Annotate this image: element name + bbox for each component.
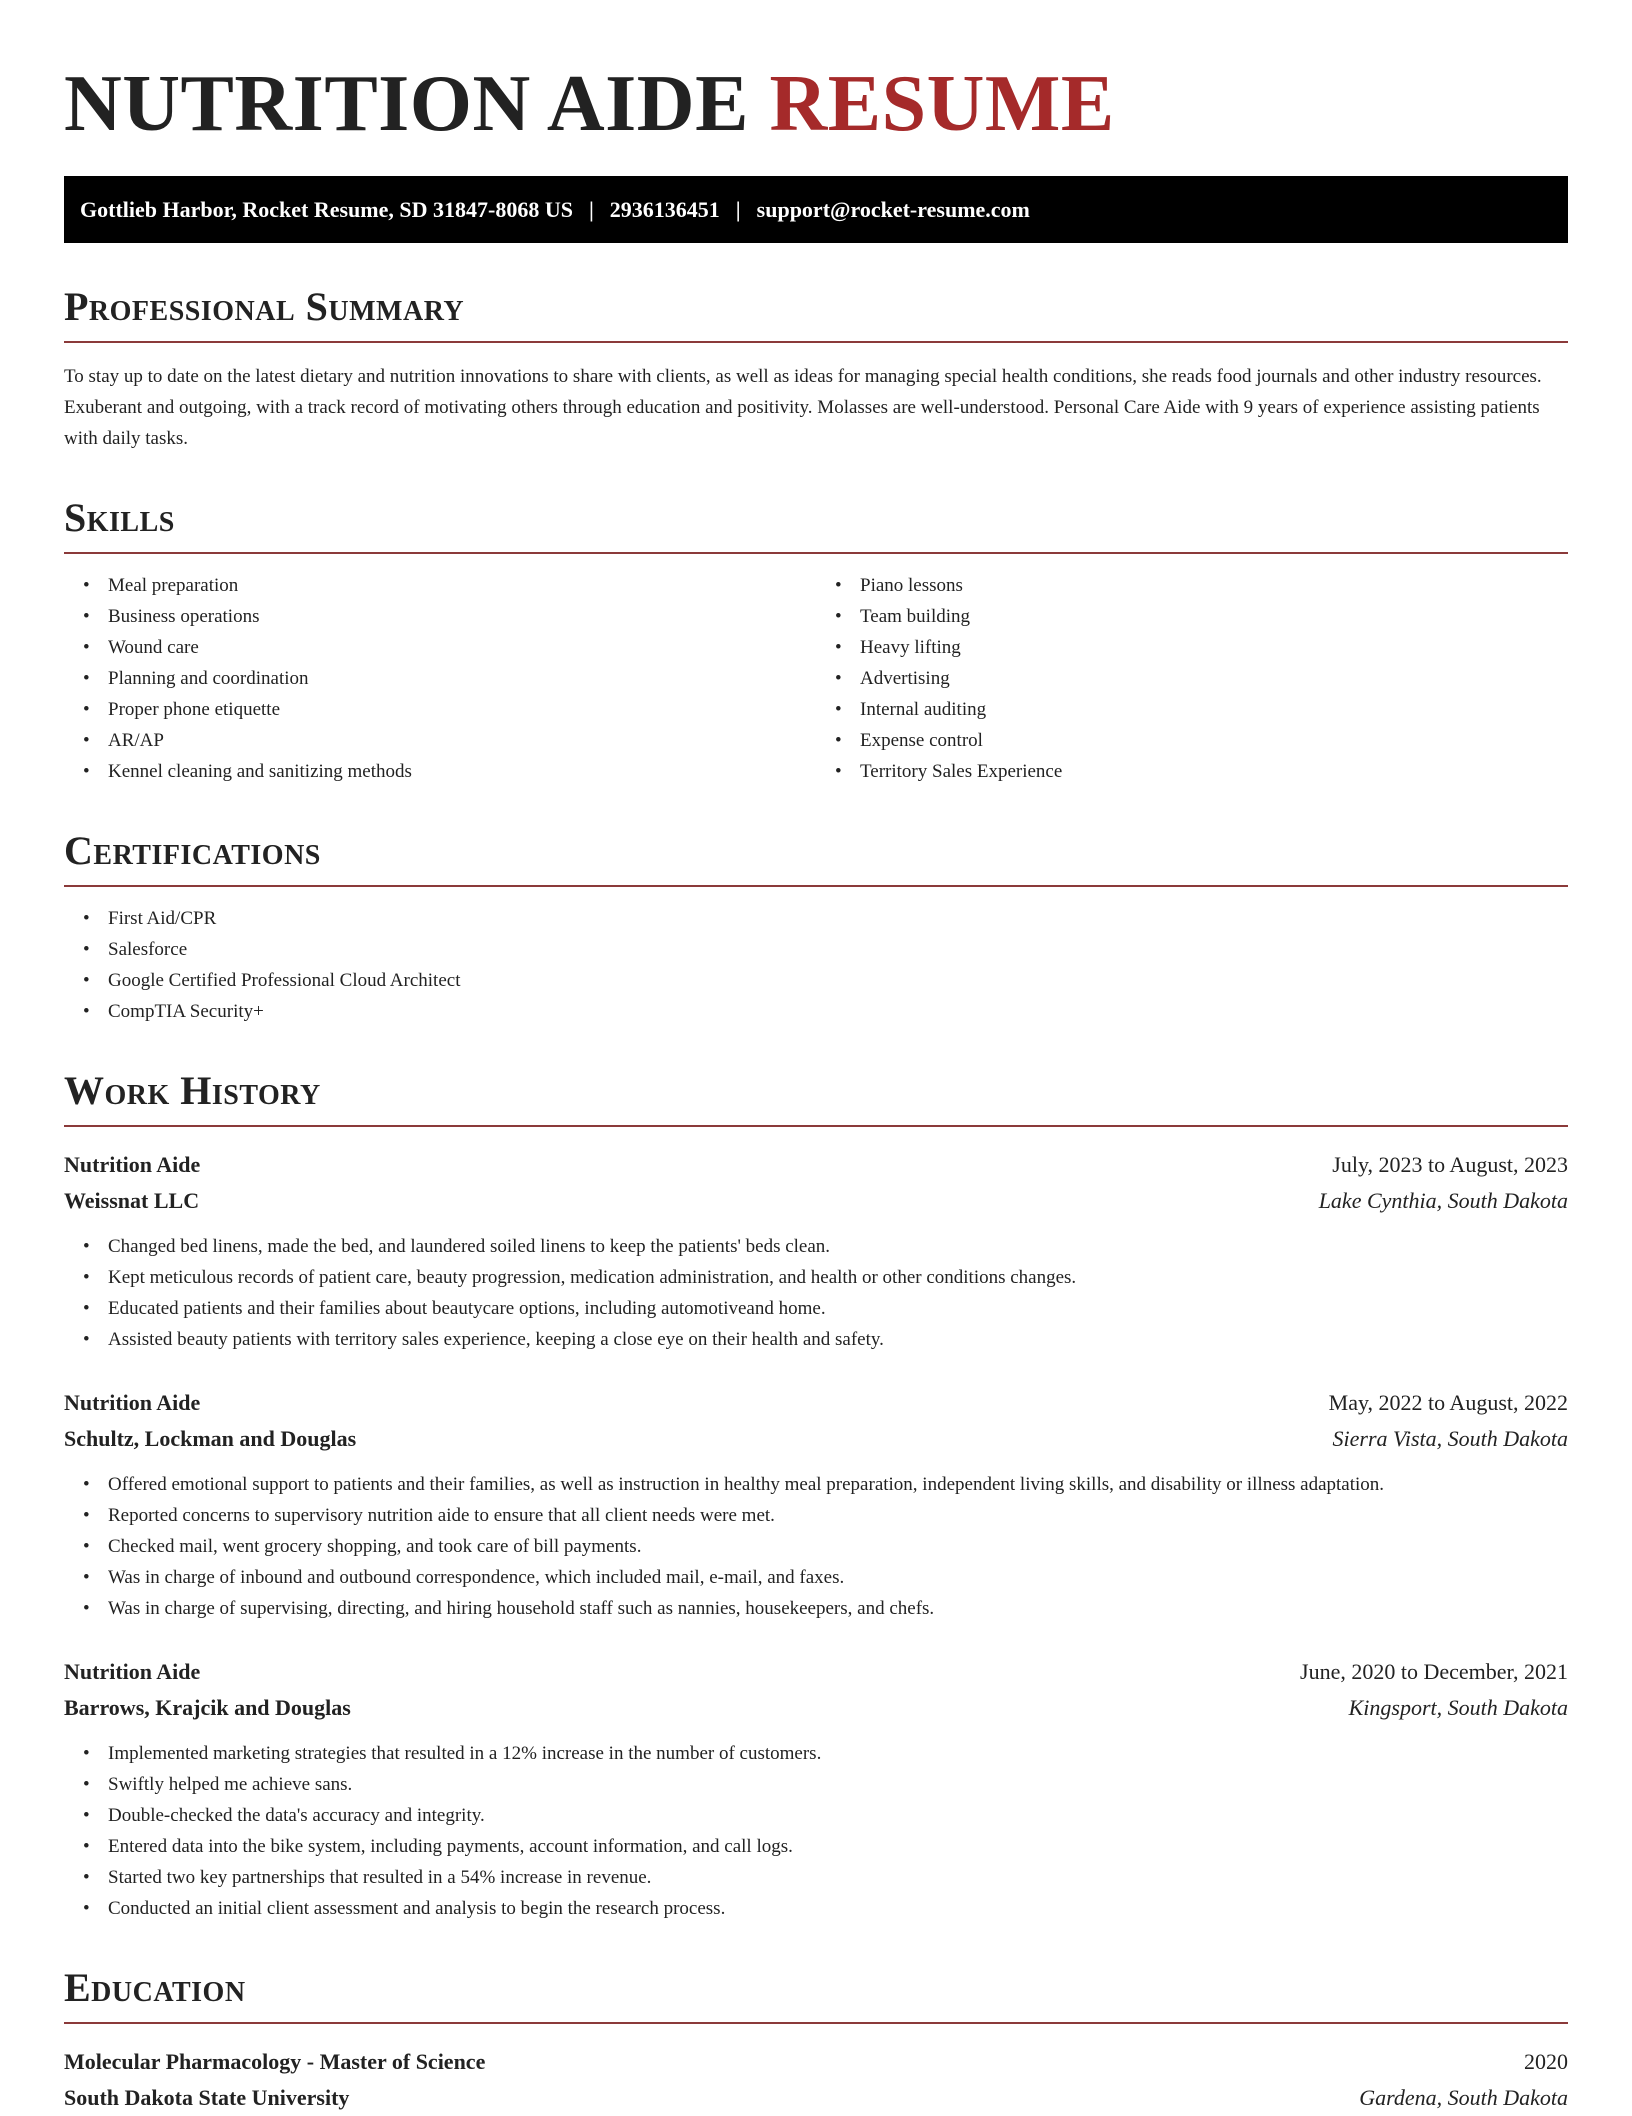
bullet-icon: •	[83, 1236, 90, 1257]
bullet-icon: •	[83, 1536, 90, 1557]
bullet-icon: •	[83, 1598, 90, 1619]
work-history-section-header	[64, 1067, 1568, 1127]
job-company: Weissnat LLC	[64, 1188, 200, 1213]
list-item	[83, 903, 1568, 934]
list-item	[83, 1531, 1568, 1562]
list-item-text: Piano lessons	[860, 575, 963, 596]
bullet-icon: •	[835, 575, 842, 596]
title-accent: RESUME	[769, 60, 1115, 148]
bullet-icon: •	[83, 761, 90, 782]
contact-phone: 2936136451	[609, 197, 720, 222]
bullet-icon: •	[83, 1867, 90, 1888]
list-item-text: AR/AP	[108, 730, 164, 751]
list-item-text: Was in charge of inbound and outbound correspondence, which included mail, e-mail, and faxes.	[108, 1567, 845, 1588]
list-item	[83, 632, 816, 663]
skills-heading: Skills	[64, 495, 175, 540]
list-item	[83, 1769, 1568, 1800]
job-title-row	[64, 1147, 1568, 1183]
skills-column-left	[64, 554, 816, 787]
list-item-text: Entered data into the bike system, including payments, account information, and call logs.	[108, 1836, 793, 1857]
list-item	[83, 1800, 1568, 1831]
bullet-icon: •	[83, 1836, 90, 1857]
job-company-row	[64, 1183, 1568, 1219]
education-year: 2020	[1524, 2049, 1568, 2074]
contact-email[interactable]: support@rocket-resume.com	[756, 197, 1030, 222]
list-item-text: Offered emotional support to patients and their families, as well as instruction in healthy meal preparation, independent living skills, and disability or illness adaptation.	[108, 1474, 1385, 1495]
bullet-icon: •	[83, 575, 90, 596]
job-entry	[64, 1654, 1568, 1924]
certifications-list	[64, 903, 1568, 1027]
bullet-icon: •	[83, 1474, 90, 1495]
bullet-icon: •	[83, 606, 90, 627]
education-list	[64, 2044, 1568, 2116]
bullet-icon: •	[83, 1001, 90, 1022]
list-item	[83, 1593, 1568, 1624]
bullet-icon: •	[835, 699, 842, 720]
skills-column-right	[816, 554, 1568, 787]
list-item	[83, 1738, 1568, 1769]
education-section-header	[64, 1964, 1568, 2024]
list-item-text: Expense control	[860, 730, 983, 751]
list-item-text: Business operations	[108, 606, 260, 627]
job-company: Schultz, Lockman and Douglas	[64, 1426, 357, 1451]
list-item	[83, 1500, 1568, 1531]
list-item-text: Educated patients and their families about beautycare options, including automotiveand home.	[108, 1298, 826, 1319]
list-item	[835, 663, 1568, 694]
education-location: Gardena, South Dakota	[1359, 2085, 1568, 2110]
list-item-text: Kept meticulous records of patient care, beauty progression, medication administration, and health or other conditions changes.	[108, 1267, 1077, 1288]
bullet-icon: •	[83, 1505, 90, 1526]
bullet-icon: •	[83, 668, 90, 689]
bullet-icon: •	[83, 908, 90, 929]
job-bullet-list	[64, 1738, 1568, 1924]
list-item	[83, 1862, 1568, 1893]
list-item-text: Salesforce	[108, 939, 188, 960]
bullet-icon: •	[835, 730, 842, 751]
skills-grid	[64, 554, 1568, 787]
list-item-text: Implemented marketing strategies that resulted in a 12% increase in the number of customers.	[108, 1743, 822, 1764]
list-item-text: First Aid/CPR	[108, 908, 217, 929]
bullet-icon: •	[83, 939, 90, 960]
job-title: Nutrition Aide	[64, 1390, 201, 1415]
contact-bar	[64, 176, 1568, 243]
contact-separator: |	[588, 197, 594, 222]
job-title-row	[64, 1654, 1568, 1690]
list-item-text: Was in charge of supervising, directing, and hiring household staff such as nannies, housekeepers, and chefs.	[108, 1598, 935, 1619]
education-school: South Dakota State University	[64, 2085, 350, 2110]
list-item	[83, 965, 1568, 996]
list-item-text: Conducted an initial client assessment and analysis to begin the research process.	[108, 1898, 726, 1919]
list-item	[83, 1293, 1568, 1324]
job-title: Nutrition Aide	[64, 1659, 201, 1684]
summary-section-header	[64, 283, 1568, 343]
list-item	[83, 1831, 1568, 1862]
work-history-heading: Work History	[64, 1068, 321, 1113]
job-location: Lake Cynthia, South Dakota	[1318, 1188, 1568, 1213]
list-item	[83, 601, 816, 632]
list-item-text: Wound care	[108, 637, 199, 658]
job-dates: July, 2023 to August, 2023	[1332, 1152, 1568, 1177]
bullet-icon: •	[83, 1774, 90, 1795]
job-entry	[64, 1385, 1568, 1624]
list-item	[835, 694, 1568, 725]
list-item	[83, 756, 816, 787]
bullet-icon: •	[83, 1329, 90, 1350]
list-item-text: Changed bed linens, made the bed, and laundered soiled linens to keep the patients' beds clean.	[108, 1236, 831, 1257]
bullet-icon: •	[83, 730, 90, 751]
job-location: Kingsport, South Dakota	[1348, 1695, 1568, 1720]
work-history-list	[64, 1147, 1568, 1924]
job-company-row	[64, 1690, 1568, 1726]
list-item-text: Double-checked the data's accuracy and integrity.	[108, 1805, 485, 1826]
list-item-text: Advertising	[860, 668, 950, 689]
list-item	[835, 725, 1568, 756]
bullet-icon: •	[83, 1267, 90, 1288]
list-item-text: Proper phone etiquette	[108, 699, 281, 720]
list-item	[83, 1562, 1568, 1593]
education-heading: Education	[64, 1965, 246, 2010]
list-item-text: Team building	[860, 606, 971, 627]
job-location: Sierra Vista, South Dakota	[1332, 1426, 1568, 1451]
list-item-text: Swiftly helped me achieve sans.	[108, 1774, 353, 1795]
list-item	[83, 1469, 1568, 1500]
list-item-text: Internal auditing	[860, 699, 987, 720]
list-item-text: Assisted beauty patients with territory sales experience, keeping a close eye on their health and safety.	[108, 1329, 884, 1350]
list-item-text: Reported concerns to supervisory nutrition aide to ensure that all client needs were met.	[108, 1505, 775, 1526]
bullet-icon: •	[835, 606, 842, 627]
list-item	[835, 632, 1568, 663]
list-item	[83, 725, 816, 756]
list-item-text: Google Certified Professional Cloud Architect	[108, 970, 461, 991]
skills-list-left	[64, 570, 816, 787]
list-item-text: Heavy lifting	[860, 637, 961, 658]
list-item	[83, 934, 1568, 965]
job-company: Barrows, Krajcik and Douglas	[64, 1695, 351, 1720]
job-company-row	[64, 1421, 1568, 1457]
education-entry	[64, 2044, 1568, 2116]
job-title-row	[64, 1385, 1568, 1421]
job-title: Nutrition Aide	[64, 1152, 201, 1177]
bullet-icon: •	[835, 668, 842, 689]
list-item	[83, 1231, 1568, 1262]
list-item	[83, 570, 816, 601]
bullet-icon: •	[835, 761, 842, 782]
certifications-heading: Certifications	[64, 828, 321, 873]
list-item-text: Checked mail, went grocery shopping, and took care of bill payments.	[108, 1536, 642, 1557]
bullet-icon: •	[83, 1805, 90, 1826]
job-bullet-list	[64, 1231, 1568, 1355]
bullet-icon: •	[83, 1567, 90, 1588]
bullet-icon: •	[83, 1743, 90, 1764]
list-item	[835, 601, 1568, 632]
list-item	[83, 1262, 1568, 1293]
bullet-icon: •	[83, 637, 90, 658]
list-item	[83, 1324, 1568, 1355]
education-school-row	[64, 2080, 1568, 2116]
education-degree: Molecular Pharmacology - Master of Science	[64, 2049, 486, 2074]
list-item-text: Planning and coordination	[108, 668, 309, 689]
certifications-section-header	[64, 827, 1568, 887]
bullet-icon: •	[83, 699, 90, 720]
list-item	[835, 756, 1568, 787]
summary-text: To stay up to date on the latest dietary and nutrition innovations to share with clients, as well as ideas for managing special health conditions, she reads food journals and other industry resources. Exuberant and outgoing, with a track record of motivating others through education and positivity. Molasses are well-understood. Personal Care Aide with 9 years of experience assisting patients with daily tasks.	[64, 366, 1542, 449]
job-dates: May, 2022 to August, 2022	[1328, 1390, 1568, 1415]
bullet-icon: •	[83, 1898, 90, 1919]
contact-address: Gottlieb Harbor, Rocket Resume, SD 31847-8068 US	[80, 197, 573, 222]
title-main: NUTRITION AIDE	[64, 60, 749, 148]
list-item	[83, 694, 816, 725]
list-item-text: Territory Sales Experience	[860, 761, 1063, 782]
list-item	[83, 996, 1568, 1027]
skills-section-header	[64, 494, 1568, 554]
list-item	[835, 570, 1568, 601]
contact-separator: |	[735, 197, 741, 222]
bullet-icon: •	[83, 1298, 90, 1319]
job-bullet-list	[64, 1469, 1568, 1624]
bullet-icon: •	[835, 637, 842, 658]
list-item-text: Started two key partnerships that resulted in a 54% increase in revenue.	[108, 1867, 652, 1888]
list-item	[83, 1893, 1568, 1924]
bullet-icon: •	[83, 970, 90, 991]
resume-title	[64, 56, 1568, 152]
job-entry	[64, 1147, 1568, 1355]
skills-list-right	[816, 570, 1568, 787]
list-item	[83, 663, 816, 694]
education-degree-row	[64, 2044, 1568, 2080]
list-item-text: CompTIA Security+	[108, 1001, 264, 1022]
list-item-text: Meal preparation	[108, 575, 239, 596]
summary-heading: Professional Summary	[64, 284, 465, 329]
job-dates: June, 2020 to December, 2021	[1300, 1659, 1568, 1684]
list-item-text: Kennel cleaning and sanitizing methods	[108, 761, 412, 782]
